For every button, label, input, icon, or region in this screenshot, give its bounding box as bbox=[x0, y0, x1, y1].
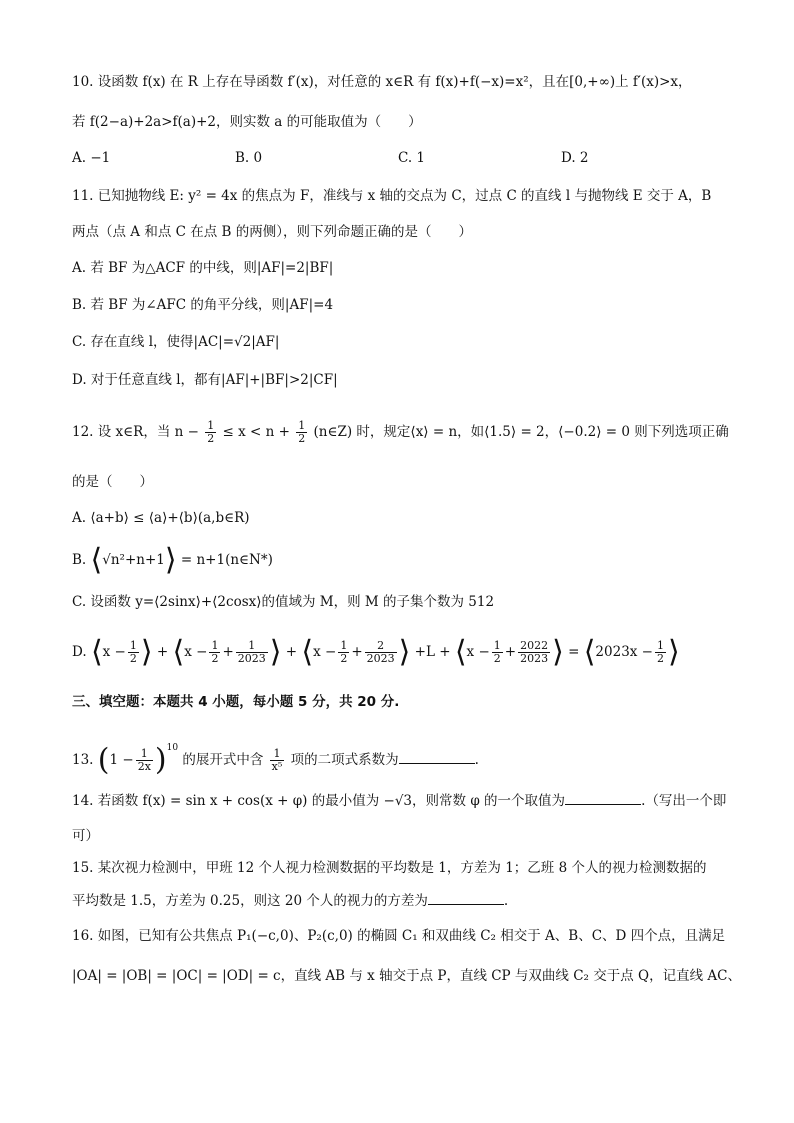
q15-stem-line1: 15. 某次视力检测中，甲班 12 个人视力检测数据的平均数是 1，方差为 1；乙班 8 个人的视力检测数据的 bbox=[72, 860, 707, 876]
q13-suffix: 项的二项式系数为 bbox=[290, 752, 399, 768]
fraction bbox=[128, 640, 139, 665]
q11-stem-line1: 11. 已知抛物线 E: y² = 4x 的焦点为 F，准线与 x 轴的交点为 C，过点 C 的直线 l 与抛物线 E 交于 A，B bbox=[72, 188, 712, 204]
term-x: x − bbox=[466, 644, 490, 660]
q12-option-c: C. 设函数 y=⟨2sinx⟩+⟨2cosx⟩的值域为 M，则 M 的子集个数为 512 bbox=[72, 594, 495, 610]
right-angle: ⟩ bbox=[668, 634, 680, 670]
fraction bbox=[236, 640, 268, 665]
q12-option-d bbox=[72, 634, 754, 671]
rhs-term: 2023x − bbox=[595, 644, 653, 660]
frac-den: 2 bbox=[657, 652, 664, 665]
frac-num: 1 bbox=[340, 639, 348, 652]
frac-num: 2 bbox=[365, 640, 397, 653]
period: . bbox=[474, 752, 479, 768]
fraction bbox=[338, 640, 349, 665]
right-angle: ⟩ bbox=[140, 634, 153, 670]
q10-stem-line2: 若 f(2−a)+2a>f(a)+2，则实数 a 的可能取值为（ ） bbox=[72, 114, 422, 130]
left-angle: ⟨ bbox=[90, 634, 103, 670]
equals: = bbox=[568, 644, 580, 660]
q12-half-fraction-2 bbox=[296, 420, 307, 445]
q14-stem-line1 bbox=[72, 790, 754, 811]
right-angle: ⟩ bbox=[552, 634, 564, 670]
ellipsis-plus: +L + bbox=[414, 644, 451, 660]
section-heading-fill-in: 三、填空题：本题共 4 小题，每小题 5 分，共 20 分. bbox=[72, 694, 400, 710]
fraction bbox=[655, 640, 666, 665]
answer-blank[interactable] bbox=[428, 890, 504, 905]
frac-den: 2 bbox=[493, 652, 501, 665]
fraction bbox=[365, 640, 397, 665]
frac-den: 2 bbox=[207, 432, 215, 445]
fraction bbox=[492, 640, 503, 665]
frac-num: 2022 bbox=[520, 639, 549, 652]
q12-stem-line2: 的是（ ） bbox=[72, 474, 153, 490]
exponent: 10 bbox=[166, 743, 179, 753]
left-angle: ⟨ bbox=[454, 634, 467, 670]
q11-stem-line2: 两点（点 A 和点 C 在点 B 的两侧），则下列命题正确的是（ ） bbox=[72, 224, 472, 240]
q10-option-a: A. −1 bbox=[72, 150, 111, 166]
q12-half-fraction bbox=[205, 420, 216, 445]
frac-den: 2 bbox=[211, 652, 219, 665]
left-angle: ⟨ bbox=[90, 542, 103, 578]
frac-den: 2023 bbox=[237, 652, 266, 665]
frac-den: 2 bbox=[129, 652, 137, 665]
q16-stem-line1: 16. 如图，已知有公共焦点 P₁(−c,0)、P₂(c,0) 的椭圆 C₁ 和双曲线 C₂ 相交于 A、B、C、D 四个点，且满足 bbox=[72, 928, 726, 944]
answer-blank[interactable] bbox=[399, 749, 475, 764]
q10-options bbox=[72, 150, 732, 166]
q12-stem-c: (n∈Z) 时，规定⟨x⟩ = n，如⟨1.5⟩ = 2，⟨−0.2⟩ = 0 则下列选项正确 bbox=[313, 424, 729, 440]
plus: + bbox=[285, 644, 298, 660]
right-angle: ⟩ bbox=[164, 542, 177, 578]
term-x: x − bbox=[102, 644, 126, 660]
frac-num: 1 bbox=[657, 639, 664, 652]
frac-num: 1 bbox=[493, 639, 501, 652]
q13-mid-text: 的展开式中含 bbox=[182, 752, 264, 768]
q12-stem-line1 bbox=[72, 418, 754, 446]
q12-option-b bbox=[72, 542, 754, 578]
right-paren: ) bbox=[154, 742, 167, 778]
left-angle: ⟨ bbox=[172, 634, 185, 670]
q16-stem-line2: |OA| = |OB| = |OC| = |OD| = c，直线 AB 与 x 轴交于点 P，直线 CP 与双曲线 C₂ 交于点 Q，记直线 AC、 bbox=[72, 968, 741, 984]
left-angle: ⟨ bbox=[301, 634, 314, 670]
frac-num: 1 bbox=[207, 419, 215, 432]
frac-num: 1 bbox=[298, 419, 306, 432]
plus: + bbox=[222, 644, 234, 660]
question-number: 13. bbox=[72, 752, 94, 768]
q11-option-c: C. 存在直线 l，使得|AC|=√2|AF| bbox=[72, 334, 280, 350]
fraction bbox=[209, 640, 220, 665]
right-angle: ⟩ bbox=[398, 634, 411, 670]
left-angle: ⟨ bbox=[583, 634, 596, 670]
plus: + bbox=[504, 644, 517, 660]
q11-option-b: B. 若 BF 为∠AFC 的角平分线，则|AF|=4 bbox=[72, 297, 334, 313]
q14-text: 14. 若函数 f(x) = sin x + cos(x + φ) 的最小值为 −√3，则常数 φ 的一个取值为 bbox=[72, 793, 566, 809]
q10-option-b: B. 0 bbox=[235, 150, 263, 166]
q12-option-a: A. ⟨a+b⟩ ≤ ⟨a⟩+⟨b⟩(a,b∈R) bbox=[72, 510, 250, 526]
q15-stem-line2 bbox=[72, 890, 754, 911]
frac-den: 2 bbox=[340, 652, 348, 665]
q14-end: .（写出一个即 bbox=[641, 793, 727, 809]
q14-stem-line2: 可） bbox=[72, 828, 99, 844]
plus: + bbox=[351, 644, 363, 660]
q11-option-d: D. 对于任意直线 l，都有|AF|+|BF|>2|CF| bbox=[72, 372, 338, 388]
q15-text: 平均数是 1.5，方差为 0.25，则这 20 个人的视力的方差为 bbox=[72, 893, 428, 909]
frac-den: 2 bbox=[298, 432, 306, 445]
frac-den: 2023 bbox=[366, 652, 395, 665]
q12-stem-b: ≤ x < n + bbox=[222, 424, 290, 440]
option-label: B. bbox=[72, 552, 87, 568]
frac-num: 1 bbox=[211, 639, 219, 652]
q10-option-c: C. 1 bbox=[398, 150, 426, 166]
q12-stem-a: 12. 设 x∈R，当 n − bbox=[72, 424, 199, 440]
binomial-term: 1 − bbox=[109, 752, 134, 768]
term-x: x − bbox=[313, 644, 337, 660]
q10-stem-line1: 10. 设函数 f(x) 在 R 上存在导函数 f′(x)，对任意的 x∈R 有 f(x)+f(−x)=x²，且在[0,+∞)上 f′(x)>x， bbox=[72, 74, 692, 90]
option-rhs: = n+1(n∈N*) bbox=[180, 552, 273, 568]
sqrt-expr: √n²+n+1 bbox=[102, 552, 165, 568]
right-angle: ⟩ bbox=[269, 634, 282, 670]
frac-num: 1 bbox=[129, 639, 137, 652]
frac-den: x⁵ bbox=[271, 760, 283, 773]
frac-den: 2x bbox=[137, 760, 151, 773]
q10-option-d: D. 2 bbox=[561, 150, 589, 166]
answer-blank[interactable] bbox=[565, 790, 641, 805]
term-x: x − bbox=[184, 644, 208, 660]
fraction bbox=[270, 748, 285, 773]
q13-stem bbox=[72, 728, 754, 781]
q11-option-a: A. 若 BF 为△ACF 的中线，则|AF|=2|BF| bbox=[72, 260, 334, 276]
frac-num: 1 bbox=[236, 640, 268, 653]
frac-num: 1 bbox=[136, 748, 153, 761]
option-label: D. bbox=[72, 644, 87, 660]
fraction bbox=[518, 640, 550, 665]
fraction bbox=[136, 748, 153, 773]
frac-den: 2023 bbox=[520, 652, 549, 665]
period: . bbox=[503, 893, 509, 909]
plus: + bbox=[156, 644, 169, 660]
left-paren: ( bbox=[97, 742, 110, 778]
frac-num: 1 bbox=[270, 748, 285, 761]
